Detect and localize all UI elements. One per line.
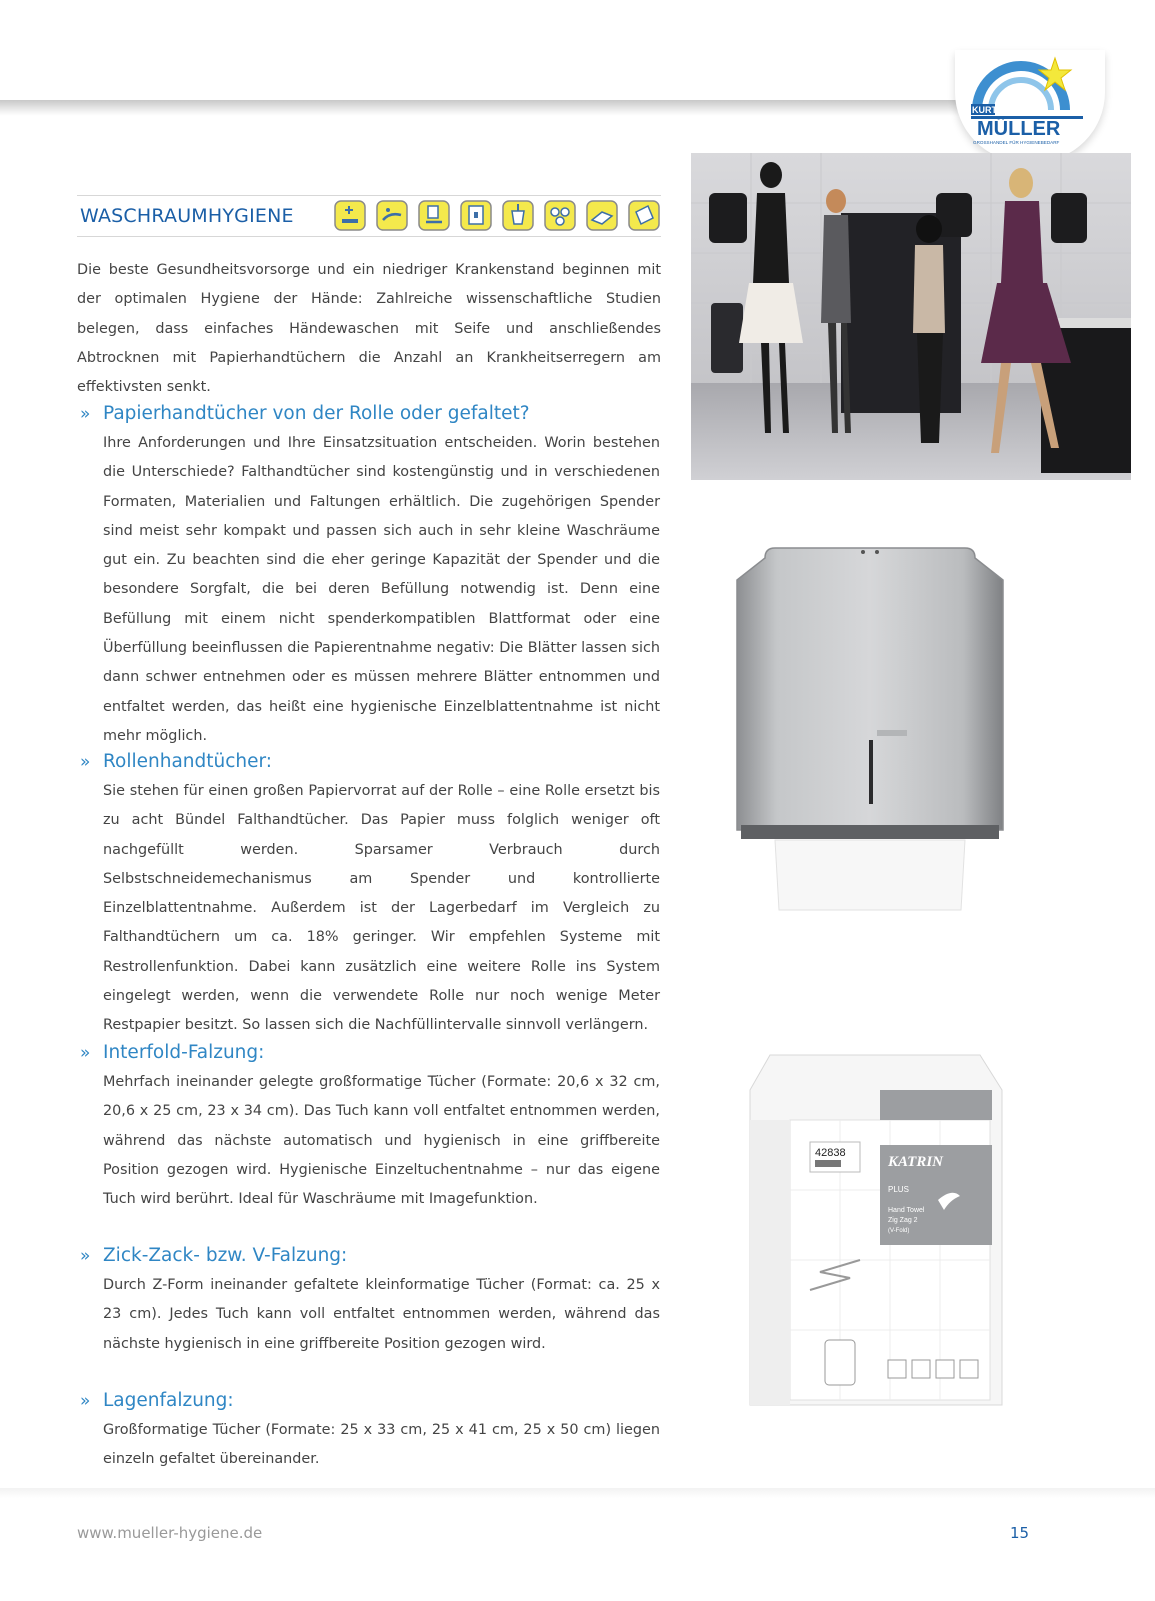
product-name-2: Zig Zag 2 xyxy=(888,1217,918,1224)
intro-paragraph: Die beste Gesundheitsvorsorge und ein niedriger Krankenstand beginnen mit der optimalen Hygiene der Hände: Zahlreiche wissenschaftliche Studien belegen, dass einfaches Händewaschen mit Seife und anschließendes Abtrocknen mit Papierhandtüchern die Anzahl an Krankheitserregern am effektivsten senkt. xyxy=(77,262,661,396)
bullet-glyph: » xyxy=(80,1246,91,1266)
logo-text-kurt: KURT xyxy=(972,105,997,115)
logo-text-mueller: MÜLLER xyxy=(977,118,1061,140)
logo-tagline: GROSSHANDEL FÜR HYGIENEBEDARF xyxy=(973,140,1060,145)
header-shadow-bar xyxy=(0,100,1000,116)
towel-dispenser-image xyxy=(735,540,1005,915)
article-number: 42838 xyxy=(815,1147,846,1159)
subsection-heading xyxy=(80,1038,660,1068)
tissue-icon xyxy=(628,200,660,231)
footer-website-link[interactable]: www.mueller-hygiene.de xyxy=(77,1524,263,1542)
subsection-heading-text: Interfold-Falzung: xyxy=(103,1042,265,1063)
product-line: PLUS xyxy=(888,1185,909,1194)
subsection-heading xyxy=(80,1386,660,1416)
subsection-text: Großformatige Tücher (Formate: 25 x 33 cm, 25 x 41 cm, 25 x 50 cm) liegen einzeln gefaltet übereinander. xyxy=(103,1422,660,1468)
subsection-heading-text: Rollenhandtücher: xyxy=(103,751,273,772)
katrin-product-package xyxy=(740,1050,1010,1415)
bullet-glyph: » xyxy=(80,1043,91,1063)
page-number: 15 xyxy=(1010,1524,1030,1542)
subsection-heading xyxy=(80,747,660,777)
bullet-glyph: » xyxy=(80,404,91,424)
product-name-3: (V-Fold) xyxy=(888,1228,910,1234)
section-interfold-falzung xyxy=(80,1038,660,1214)
section-title: WASCHRAUMHYGIENE xyxy=(80,205,294,227)
toilet-roll-icon xyxy=(544,200,576,231)
hygiene-icon-row xyxy=(334,200,660,231)
section-header xyxy=(77,195,661,237)
company-logo[interactable] xyxy=(955,50,1105,162)
towel-dispenser-icon xyxy=(460,200,492,231)
footer-divider xyxy=(0,1488,1155,1498)
section-lagenfalzung xyxy=(80,1386,660,1475)
soap-dispenser-icon xyxy=(418,200,450,231)
subsection-text: Durch Z-Form ineinander gefaltete kleinformatige Tücher (Format: ca. 25 x 23 cm). Jedes Tuch kann voll entfaltet entnommen werden, während das nächste hygienisch in eine griffbereite Position gezogen wird. xyxy=(103,1277,660,1352)
hand-towel-icon xyxy=(586,200,618,231)
brand-name: KATRIN xyxy=(888,1154,944,1170)
bullet-glyph: » xyxy=(80,1391,91,1411)
subsection-text: Ihre Anforderungen und Ihre Einsatzsituation entscheiden. Worin bestehen die Unterschiede? Falthandtücher sind kostengünstig und in verschiedenen Formaten, Materialien und Faltungen erhältlich. Die zugehörigen Spender sind meist sehr kompakt und passen sich auch in sehr kleine Waschräume gut ein. Zu beachten sind die eher geringe Kapazität der Spender und die besondere Sorgfalt, die bei deren Befüllung notwendig ist. Denn eine Befüllung mit einem nicht spenderkompatiblen Blattformat oder eine Überfüllung beeinflussen die Papierentnahme negativ: Die Blätter lassen sich dann schwer entnehmen oder es müssen mehrere Blätter entnommen und entfaltet werden, das heißt eine hygienische Einzelblattentnahme ist nicht mehr möglich. xyxy=(103,435,660,744)
subsection-heading xyxy=(80,399,660,429)
subsection-heading-text: Papierhandtücher von der Rolle oder gefaltet? xyxy=(103,403,530,424)
subsection-text: Sie stehen für einen großen Papiervorrat auf der Rolle – eine Rolle ersetzt bis zu acht Bündel Falthandtücher. Das Papier muss folglich weniger oft nachgefüllt werden. Sparsamer Verbrauch durch Selbstschneidemechanismus am Spender und kontrollierte Einzelblattentnahme. Außerdem ist der Lagerbedarf im Vergleich zu Falthandtüchern um ca. 18% geringer. Wir empfehlen Systeme mit Restrollenfunktion. Dabei kann zusätzlich eine weitere Rolle ins System eingelegt werden, wenn die verwendete Rolle nur noch wenige Meter Restpapier besitzt. So lassen sich die Nachfüllintervalle sinnvoll verlängern. xyxy=(103,783,660,1034)
product-name-1: Hand Towel xyxy=(888,1207,925,1214)
hand-drying-icon xyxy=(376,200,408,231)
subsection-heading xyxy=(80,1241,660,1271)
section-zick-zack-falzung xyxy=(80,1241,660,1359)
subsection-text: Mehrfach ineinander gelegte großformatige Tücher (Formate: 20,6 x 32 cm, 20,6 x 25 cm, 23 x 34 cm). Das Tuch kann voll entfaltet entnommen werden, während das nächste automatisch und hygienisch in eine griffbereite Position gezogen wird. Hygienische Einzeltuchentnahme – nur das eigene Tuch wird berührt. Ideal für Waschräume mit Imagefunktion. xyxy=(103,1074,660,1208)
bullet-glyph: » xyxy=(80,752,91,772)
cleaning-bucket-icon xyxy=(502,200,534,231)
logo-graphic xyxy=(963,54,1097,154)
section-rolle-oder-gefaltet xyxy=(80,399,660,751)
section-rollenhandtuecher xyxy=(80,747,660,1041)
subsection-heading-text: Lagenfalzung: xyxy=(103,1390,234,1411)
subsection-heading-text: Zick-Zack- bzw. V-Falzung: xyxy=(103,1245,348,1266)
washroom-photo xyxy=(691,153,1131,480)
hand-washing-icon xyxy=(334,200,366,231)
